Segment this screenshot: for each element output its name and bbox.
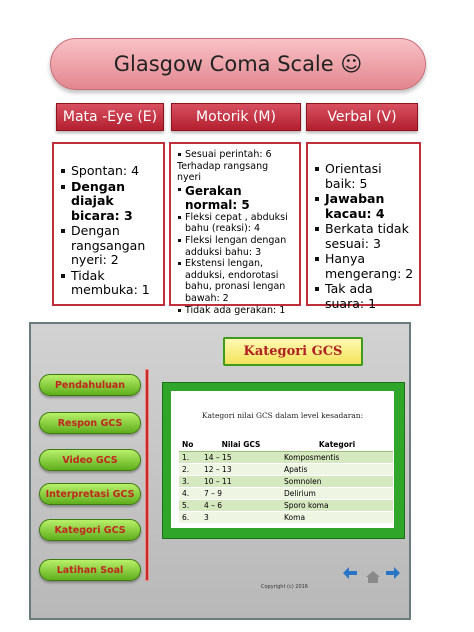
column-header-verbal: Verbal (V) [306, 103, 418, 131]
gcs-category-table [179, 439, 393, 524]
column-header-eye: Mata -Eye (E) [56, 103, 164, 131]
content-panel [162, 382, 405, 539]
table-caption: Kategori nilai GCS dalam level kesadaran: [201, 411, 364, 420]
list-item: Orientasi baik: 5 [314, 162, 415, 191]
table-cell: 12 – 13 [201, 463, 281, 475]
list-item: Terhadap rangsang nyeri [177, 160, 269, 184]
table-row [179, 511, 393, 523]
table-cell: 4. [179, 487, 201, 499]
list-item: Berkata tidak sesuai: 3 [314, 222, 415, 251]
list-item: Tidak membuka: 1 [60, 269, 159, 298]
copyright-text: Copyright (c) 2016 [261, 584, 308, 590]
content-card [171, 391, 394, 528]
list-item: Fleksi cepat , abduksi bahu (reaksi): 4 [177, 212, 295, 235]
arrow-left-icon[interactable] [343, 567, 357, 583]
table-header-nilai: Nilai GCS [201, 439, 281, 451]
list-item: Sesuai perintah: 6 [177, 149, 295, 161]
list-item: Dengan rangsangan nyeri: 2 [60, 224, 159, 268]
table-header-kategori: Kategori [281, 439, 393, 451]
table-cell: 2. [179, 463, 201, 475]
table-cell: 3 [201, 511, 281, 523]
list-item: Jawaban kacau: 4 [314, 192, 415, 221]
nav-button-latihan-soal[interactable]: Latihan Soal [39, 559, 141, 581]
nav-button-pendahuluan[interactable]: Pendahuluan [39, 374, 141, 396]
list-item: Dengan diajak bicara: 3 [60, 180, 159, 224]
arrow-right-icon[interactable] [386, 567, 400, 583]
table-row [179, 499, 393, 511]
list-item: Tidak ada gerakan: 1 [177, 305, 295, 317]
table-cell: Delirium [281, 487, 393, 499]
table-row [179, 463, 393, 475]
panel-title: Kategori GCS [223, 337, 363, 366]
nav-button-interpretasi-gcs[interactable]: Interpretasi GCS [39, 483, 141, 505]
eye-box [52, 142, 165, 306]
table-cell: 6. [179, 511, 201, 523]
verbal-box [306, 142, 421, 311]
table-row [179, 487, 393, 499]
table-cell: 5. [179, 499, 201, 511]
table-cell: 14 – 15 [201, 451, 281, 463]
table-cell: Koma [281, 511, 393, 523]
list-item: Spontan: 4 [60, 164, 159, 179]
table-cell: 7 – 9 [201, 487, 281, 499]
home-icon[interactable] [366, 568, 380, 579]
table-cell: Somnolen [281, 475, 393, 487]
list-item: Ekstensi lengan, adduksi, endorotasi bahu, pronasi lengan bawah: 2 [177, 258, 295, 304]
table-row [179, 451, 393, 463]
column-header-motor: Motorik (M) [171, 103, 301, 131]
divider [145, 369, 149, 581]
list-item: Gerakan normal: 5 [177, 184, 295, 212]
table-cell: 3. [179, 475, 201, 487]
table-cell: 1. [179, 451, 201, 463]
list-item: Hanya mengerang: 2 [314, 252, 415, 281]
table-cell: Apatis [281, 463, 393, 475]
list-item: Fleksi lengan dengan adduksi bahu: 3 [177, 235, 295, 258]
nav-button-respon-gcs[interactable]: Respon GCS [39, 412, 141, 434]
table-row [179, 475, 393, 487]
motor-box [169, 142, 301, 316]
page-title: Glasgow Coma Scale ☺ [50, 38, 426, 90]
table-cell: Komposmentis [281, 451, 393, 463]
nav-button-video-gcs[interactable]: Video GCS [39, 449, 141, 471]
app-window [29, 322, 411, 620]
table-cell: 10 – 11 [201, 475, 281, 487]
list-item: Tak ada suara: 1 [314, 282, 415, 311]
table-cell: 4 – 6 [201, 499, 281, 511]
table-header-no: No [179, 439, 201, 451]
nav-button-kategori-gcs[interactable]: Kategori GCS [39, 519, 141, 541]
table-cell: Sporo koma [281, 499, 393, 511]
